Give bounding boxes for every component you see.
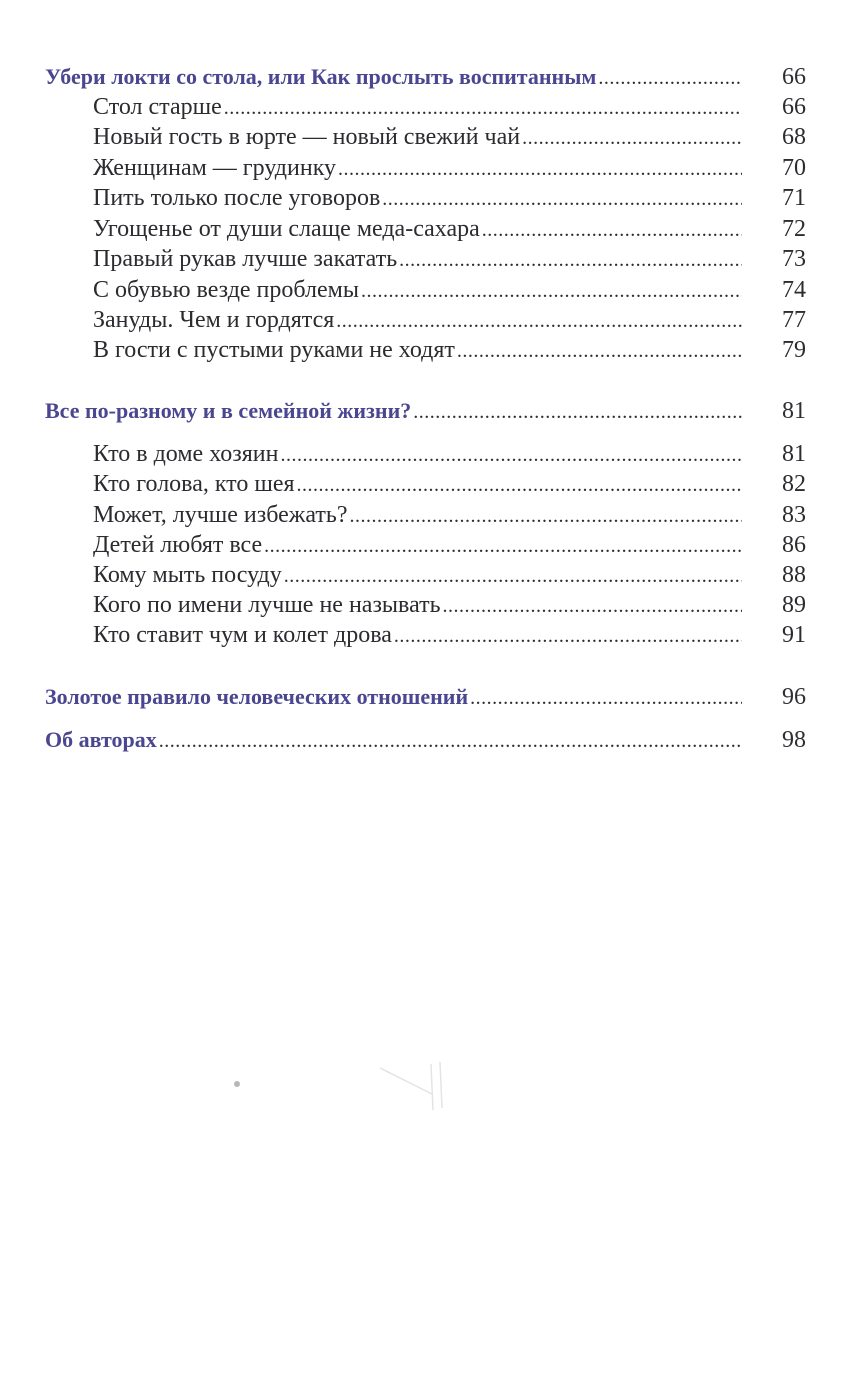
scan-scratch [380,1062,442,1110]
page-number: 81 [782,441,806,467]
page-number: 81 [782,398,806,424]
page-number: 82 [782,471,806,497]
section-title: С обувью везде проблемы [93,277,359,303]
page-number: 72 [782,216,806,242]
page-number: 98 [782,727,806,753]
section-title: Стол старше [93,94,222,120]
section-title: В гости с пустыми руками не ходят [93,337,455,363]
page-number: 79 [782,337,806,363]
page-number: 77 [782,307,806,333]
section-title: Кого по имени лучше не называть [93,592,441,618]
section-title: Угощенье от души слаще меда-сахара [93,216,480,242]
scan-speck [234,1081,240,1087]
section-title: Детей любят все [93,532,263,558]
chapter-title: Убери локти со стола, или Как прослыть воспитанным [45,64,597,89]
page-number: 70 [782,155,806,181]
page-number: 68 [782,124,806,150]
page-number: 83 [782,502,806,528]
page-number: 66 [782,64,806,90]
section-title: Кто ставит чум и колет дрова [93,622,392,648]
section-title: Кто голова, кто шея [93,471,295,497]
chapter-title: Об авторах [45,727,157,752]
chapter-title: Золотое правило человеческих отношений [45,684,469,709]
section-title: Правый рукав лучше закатать [93,246,398,272]
page-number: 86 [782,532,806,558]
page-number: 91 [782,622,806,648]
chapter-title: Все по-разному и в семейной жизни? [45,398,412,423]
section-title: Женщинам — грудинку [93,155,337,181]
page-number: 89 [782,592,806,618]
page-number: 74 [782,277,806,303]
page-number: 71 [782,185,806,211]
section-title: Новый гость в юрте — новый свежий чай [93,124,521,150]
page-number: 66 [782,94,806,120]
section-title: Кому мыть посуду [93,562,282,588]
section-title: Пить только после уговоров [93,185,381,211]
page-number: 96 [782,684,806,710]
section-title: Зануды. Чем и гордятся [93,307,335,333]
section-title: Кто в доме хозяин [93,441,279,467]
page-number: 73 [782,246,806,272]
page-number: 88 [782,562,806,588]
section-title: Может, лучше избежать? [93,502,348,528]
